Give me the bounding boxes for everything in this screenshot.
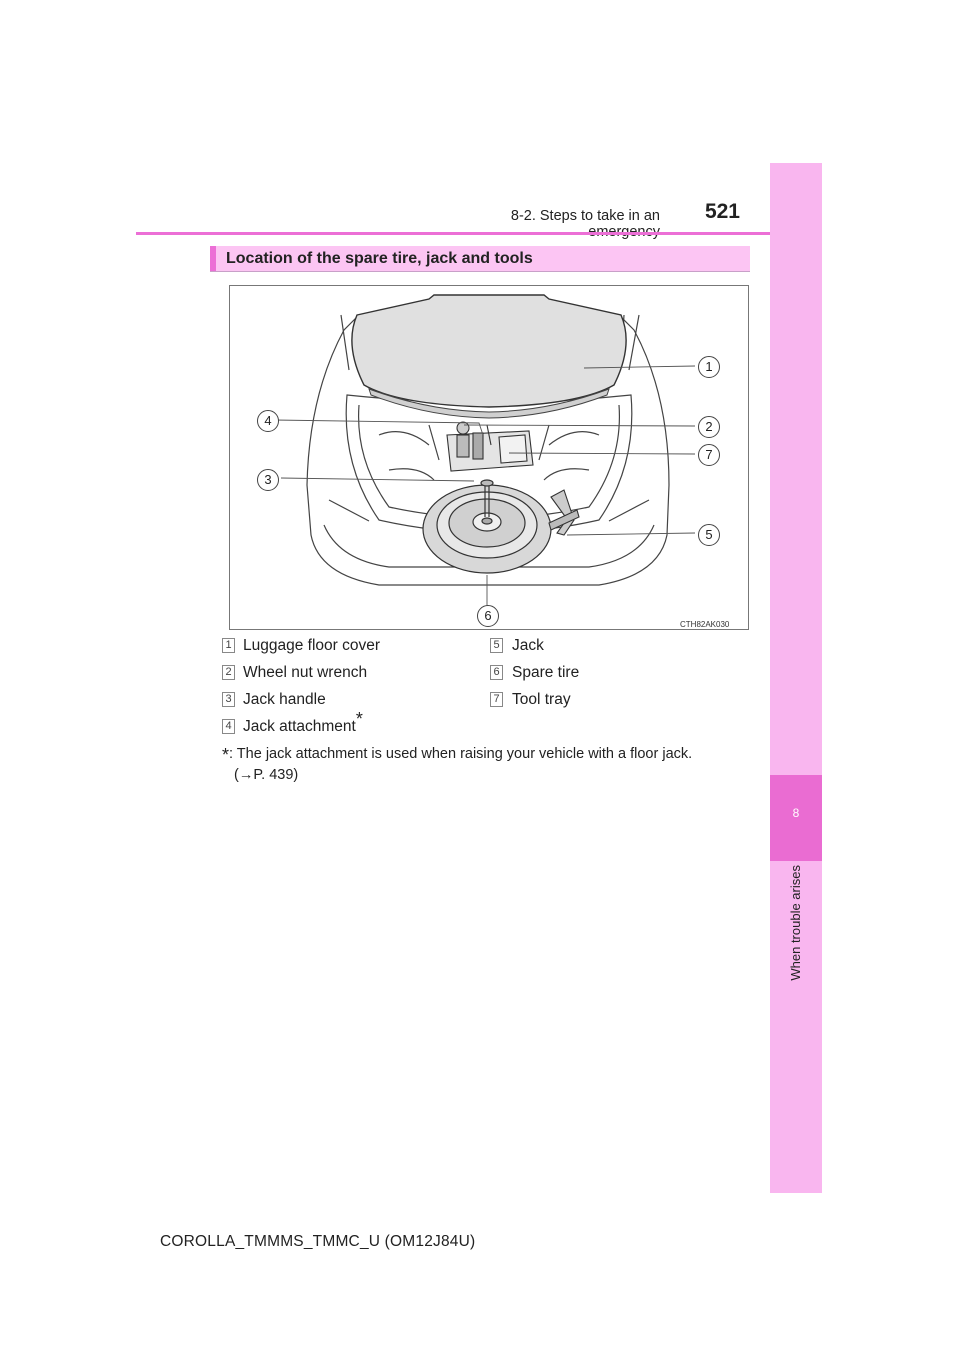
callout-3: 3 [257, 469, 279, 491]
footer-doc-id: COROLLA_TMMMS_TMMC_U (OM12J84U) [160, 1233, 476, 1250]
chapter-title [772, 865, 820, 1015]
page-reference-link[interactable]: P. 439 [253, 767, 294, 783]
chapter-number: 8 [792, 806, 800, 820]
box-heading-underline [210, 271, 750, 272]
ref-arrow-icon: → [238, 767, 254, 783]
chapter-title-text: When trouble arises [788, 865, 803, 981]
page-number: 521 [704, 200, 740, 223]
footnote-text: : The jack attachment is used when raising your vehicle with a floor jack. [229, 746, 693, 762]
callout-2: 2 [698, 416, 720, 438]
legend-num-3: 3 [222, 692, 235, 707]
legend [222, 638, 782, 738]
legend-num-1: 1 [222, 638, 235, 653]
callout-5: 5 [698, 524, 720, 546]
legend-label-4-text: Jack attachment [243, 718, 356, 735]
section-title: 8-2. Steps to take in an [510, 208, 660, 224]
legend-label-4 [243, 708, 363, 736]
footnote: *: The jack attachment is used when raising your vehicle with a floor jack. (→P. 439) [222, 745, 693, 783]
trunk-illustration [229, 285, 749, 630]
callout-6: 6 [477, 605, 499, 627]
legend-label-7: Tool tray [512, 691, 571, 708]
callout-7: 7 [698, 444, 720, 466]
legend-num-7: 7 [490, 692, 503, 707]
legend-num-4: 4 [222, 719, 235, 734]
footnote-star: * [222, 745, 230, 765]
legend-label-6: Spare tire [512, 664, 580, 681]
header-rule [136, 232, 822, 235]
legend-label-3: Jack handle [243, 691, 326, 708]
illustration-code: CTH82AK030 [680, 620, 730, 629]
legend-label-1: Luggage floor cover [243, 637, 381, 654]
legend-num-2: 2 [222, 665, 235, 680]
box-heading: Location of the spare tire, jack and tools [226, 250, 533, 267]
legend-label-2: Wheel nut wrench [243, 664, 368, 681]
callout-4: 4 [257, 410, 279, 432]
legend-num-5: 5 [490, 638, 503, 653]
callout-1: 1 [698, 356, 720, 378]
legend-asterisk: * [355, 708, 363, 729]
legend-num-6: 6 [490, 665, 503, 680]
legend-label-5: Jack [512, 637, 544, 654]
